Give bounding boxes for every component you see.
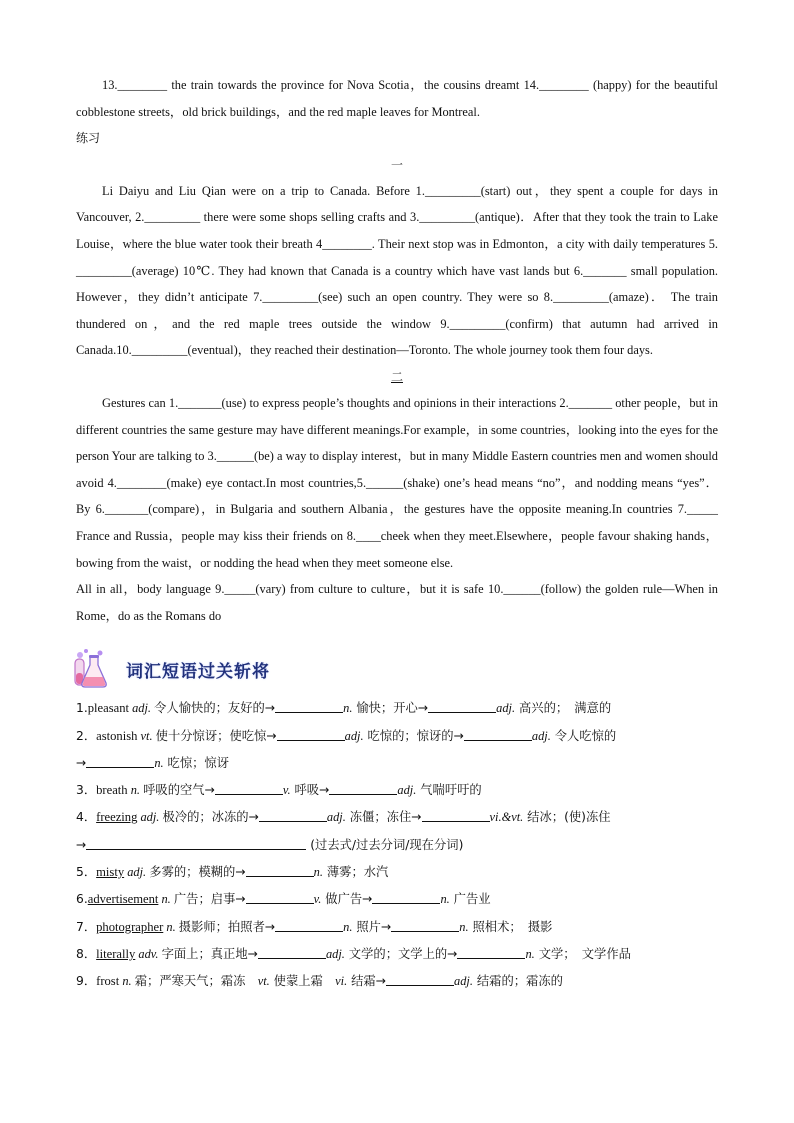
answer-blank[interactable] [464, 728, 532, 741]
part-of-speech: n. [154, 755, 164, 770]
vocab-headword: literally [96, 946, 136, 961]
part-of-speech: adj. [531, 728, 551, 743]
part-of-speech: adj. [454, 974, 473, 989]
vocab-item [76, 941, 718, 968]
vocab-number: 5． [76, 865, 97, 880]
vocab-item [76, 695, 718, 722]
answer-blank[interactable] [275, 700, 343, 713]
vocab-gloss: 广告；启事→ [173, 892, 246, 907]
vocab-number: 3． [76, 783, 97, 798]
section-two-passage: Gestures can 1._______(use) to express people’s thoughts and opinions in their interactions 2._______ other people，but in different countries the same gesture may have different meanings.For example，in some countries，looking into the eyes for the person Your are talking to 3.______(be) a way to display interest，but in many Middle Eastern countries men and women should avoid 4.________(make) eye contact.In most countries,5.______(shake) one’s head means “no”，and nodding means “yes”． By 6._______(compare)，in Bulgaria and southern Albania，the gestures have the opposite meaning.In countries 7._____ France and Russia，people may kiss their friends on 8.____cheek when they meet.Elsewhere，people favour shaking hands，bowing from the waist，or nodding the head when they meet someone else. [76, 395, 718, 570]
vocab-gloss: 薄雾；水汽 [322, 865, 389, 880]
vocab-headword: astonish [96, 728, 138, 743]
vocab-item [76, 968, 718, 995]
part-of-speech: adj. [496, 701, 516, 716]
vocab-number: 2． [76, 728, 97, 743]
vocab-item [76, 832, 718, 859]
vocab-headword: advertisement [87, 892, 159, 907]
vocab-item [76, 804, 718, 831]
vocab-gloss: 呼吸的空气→ [143, 783, 215, 798]
vocab-gloss: 气喘吁吁的 [416, 783, 482, 798]
section-two-passage-end: All in all，body language 9._____(vary) from culture to culture，but it is safe 10.______(follow) the golden rule—When in Rome，do as the Romans do [76, 582, 718, 623]
answer-blank[interactable] [329, 782, 397, 795]
vocab-gloss: 吃惊；惊讶 [163, 755, 230, 770]
vocab-gloss: → [76, 837, 87, 852]
vocab-item [76, 777, 718, 804]
vocab-header-title: 词汇短语过关斩将 [126, 661, 270, 682]
vocab-gloss: 字面上；真正地→ [161, 946, 258, 961]
practice-label: 练习 [76, 131, 101, 146]
vocab-gloss: 照相术； 摄影 [468, 919, 553, 934]
part-of-speech: vt. [137, 728, 156, 743]
part-of-speech: n. [459, 919, 469, 934]
vocab-headword: breath [96, 783, 128, 798]
part-of-speech: adj. [326, 810, 346, 825]
part-of-speech: n. [343, 919, 353, 934]
answer-blank[interactable] [86, 837, 306, 850]
part-of-speech: n. [343, 701, 353, 716]
answer-blank[interactable] [428, 700, 496, 713]
vocab-gloss: 呼吸→ [290, 783, 330, 798]
part-of-speech: n. [440, 892, 450, 907]
part-of-speech: v. [313, 892, 322, 907]
section-one-passage: Li Daiyu and Liu Qian were on a trip to Canada. Before 1._________(start) out，they spent a couple for days in Vancouver, 2._________ there were some shops selling crafts and 3._________(antique)．After that they took the train to Lake Louise，where the blue water took their breath 4________. Their next stop was in Edmonton，a city with daily temperatures 5. _________(average) 10℃. They had known that Canada is a country which have vast lands but 6._______ small population. However，they didn’t anticipate 7._________(see) such an open country. They were so 8._________(amaze)． The train thundered on，and the red maple trees outside the window 9._________(confirm) that autumn had arrived in Canada.10._________(eventual)，they reached their destination—Toronto. The whole journey took them four days. [76, 183, 718, 358]
answer-blank[interactable] [215, 782, 283, 795]
section-one-number: 一 [390, 157, 403, 172]
vocab-gloss: 极冷的；冰冻的→ [162, 810, 259, 825]
vocab-gloss: 结霜的；霜冻的 [472, 974, 563, 989]
answer-blank[interactable] [86, 755, 154, 768]
answer-blank[interactable] [258, 946, 326, 959]
vocab-number: 9． [76, 974, 97, 989]
vocab-gloss: 结冰；(使)冻住 [523, 810, 611, 825]
vocab-gloss: 令人吃惊的 [550, 728, 617, 743]
vocab-number: 6. [76, 892, 88, 907]
answer-blank[interactable] [246, 864, 314, 877]
part-of-speech: n. [163, 919, 179, 934]
part-of-speech: adj. [129, 701, 155, 716]
document-page [76, 72, 718, 996]
vocab-headword: photographer [96, 919, 164, 934]
part-of-speech: adv. [135, 946, 162, 961]
vocab-gloss: 摄影师；拍照者→ [178, 919, 276, 934]
part-of-speech: n. [158, 892, 174, 907]
vocab-gloss: 使十分惊讶；使吃惊→ [155, 728, 277, 743]
vocab-gloss: → [76, 755, 87, 770]
vocab-gloss: 霜；严寒天气；霜冻 [134, 974, 258, 989]
vocab-gloss: 愉快；开心→ [352, 701, 429, 716]
vocab-gloss: 高兴的； 满意的 [515, 701, 612, 716]
vocab-gloss: 做广告→ [321, 892, 373, 907]
part-of-speech: v. [282, 783, 291, 798]
part-of-speech: n. [119, 974, 135, 989]
vocab-gloss: 文学的；文学上的→ [344, 946, 458, 961]
vocab-item [76, 723, 718, 750]
passage-top-text: 13.________ the train towards the province for Nova Scotia，the cousins dreamt 14.________ (happy) for the beautiful cobblestone streets，old brick buildings，and the red maple leaves for Montreal. [76, 78, 718, 119]
vocab-headword: frost [96, 974, 120, 989]
vocab-gloss: (过去式/过去分词/现在分词) [306, 837, 464, 852]
vocab-gloss: 使蒙上霜 [269, 974, 336, 989]
answer-blank[interactable] [246, 891, 314, 904]
part-of-speech: n. [313, 865, 323, 880]
vocab-gloss: 冻僵；冻住→ [345, 810, 422, 825]
answer-blank[interactable] [277, 728, 345, 741]
lab-flask-icon [70, 647, 110, 691]
answer-blank[interactable] [386, 973, 454, 986]
vocab-item [76, 750, 718, 777]
vocab-item [76, 886, 718, 913]
part-of-speech: adj. [325, 946, 345, 961]
part-of-speech: vi. [335, 974, 348, 989]
vocab-headword: freezing [96, 810, 138, 825]
part-of-speech: vt. [257, 974, 270, 989]
part-of-speech: adj. [344, 728, 364, 743]
vocab-number: 8． [76, 946, 97, 961]
answer-blank[interactable] [457, 946, 525, 959]
part-of-speech: adj. [137, 810, 163, 825]
answer-blank[interactable] [275, 919, 343, 932]
vocab-gloss: 吃惊的；惊讶的→ [363, 728, 464, 743]
vocab-gloss: 文学； 文学作品 [534, 946, 631, 961]
part-of-speech: n. [525, 946, 535, 961]
answer-blank[interactable] [391, 919, 459, 932]
vocab-number: 1. [76, 701, 88, 716]
answer-blank[interactable] [422, 809, 490, 822]
part-of-speech: n. [127, 783, 144, 798]
vocab-gloss: 照片→ [352, 919, 392, 934]
vocab-list [76, 695, 718, 995]
vocab-item [76, 914, 718, 941]
vocab-section-header [76, 643, 718, 695]
part-of-speech: adj. [124, 865, 150, 880]
vocab-number: 7． [76, 919, 97, 934]
vocab-number: 4． [76, 810, 97, 825]
vocab-headword: pleasant [87, 701, 129, 716]
answer-blank[interactable] [259, 809, 327, 822]
part-of-speech: vi.&vt. [489, 810, 524, 825]
vocab-headword: misty [96, 865, 125, 880]
vocab-gloss: 多雾的；模糊的→ [149, 865, 246, 880]
vocab-gloss: 广告业 [449, 892, 491, 907]
answer-blank[interactable] [372, 891, 440, 904]
section-two-number: 二 [390, 369, 403, 384]
vocab-item [76, 859, 718, 886]
part-of-speech: adj. [397, 783, 417, 798]
vocab-gloss: 令人愉快的；友好的→ [154, 701, 276, 716]
vocab-gloss: 结霜→ [347, 974, 387, 989]
